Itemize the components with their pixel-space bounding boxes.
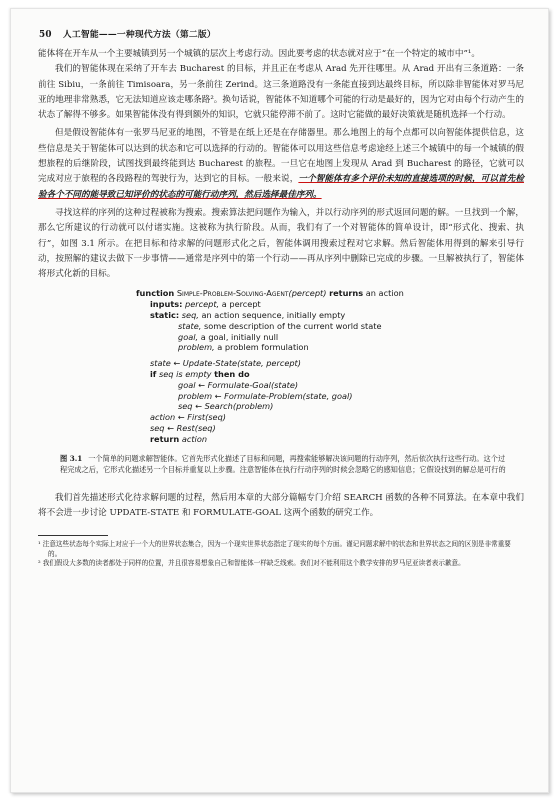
paragraph-3: [38, 126, 524, 202]
footnote-1: ¹ 注意这些状态每个实际上对应于一个大的世界状态集合，因为一个现实世界状态指定了现实的每个方面。谨记问题求解中的状态和世界状态之间的区别是非常重要的。: [38, 540, 511, 558]
page-body: [38, 47, 524, 569]
code-line-2: inputs: percept, a percept: [150, 299, 261, 310]
code-line-1: function Simple-Problem-Solving-Agent(percept) returns an action: [136, 288, 404, 299]
code-line-14: return action: [150, 433, 208, 444]
paragraph-1: 能体将在开车从一个主要城镇到另一个城镇的层次上考虑行动。因此要考虑的状态就对应于“在一个特定的城市中”¹。: [38, 49, 480, 59]
code-line-12: action ← First(seq): [150, 412, 226, 423]
footnote-rule: [38, 535, 108, 536]
code-line-6: problem, a problem formulation: [178, 342, 309, 353]
code-line-3: static: seq, an action sequence, initially empty: [150, 310, 346, 321]
code-line-5: goal, a goal, initially null: [178, 331, 279, 342]
paragraph-5: 我们首先描述形式化待求解问题的过程，然后用本章的大部分篇幅专门介绍 SEARCH 函数的各种不同算法。在本章中我们将不会进一步讨论 UPDATE-STATE 和 FORMULATE-GOAL 这两个函数的研究工作。: [38, 492, 524, 518]
code-line-7: state ← Update-State(state, percept): [150, 358, 301, 369]
figure-label: 图 3.1: [60, 453, 83, 463]
figure-caption-text: 一个简单的问题求解智能体。它首先形式化描述了目标和问题，再搜索能够解决该问题的行动序列，然后依次执行这些行动。这个过程完成之后，它形式化描述另一个目标并重复以上步骤。注意智能体在执行行动序列的时候会忽略它的感知信息；它假设找到的解总是可行的: [60, 453, 506, 474]
function-name: Simple-Problem-Solving-Agent: [176, 288, 289, 299]
book-page: [10, 8, 549, 793]
code-line-9: goal ← Formulate-Goal(state): [178, 379, 299, 390]
page-header: [39, 27, 520, 40]
footnote-2: ² 我们假设大多数的读者都处于同样的位置，并且很容易想象自己和智能体一样缺乏线索。我们对不能利用这个教学安排的罗马尼亚读者表示歉意。: [38, 559, 465, 568]
paragraph-4: 寻找这样的序列的这种过程被称为搜索。搜索算法把问题作为输入，并以行动序列的形式返回问题的解。一旦找到一个解，那么它所建议的行动就可以付诸实施。这被称为执行阶段。从而，我们有了一个对智能体的简单设计，即“形式化、搜索、执行”，如图 3.1 所示。在把目标和待求解的问题形式化之后，智能体调用搜索过程对它求解。然后智能体用得到的解来引导行动，按照解的建议去做下一步事情——通常是序列中的第一个行动——再从序列中删除已完成的步骤。一旦解被执行了，智能体将形式化新的目标。: [38, 207, 524, 280]
running-title: 人工智能——一种现代方法（第二版）: [62, 30, 216, 40]
code-line-13: seq ← Rest(seq): [150, 423, 216, 434]
page-number: 50: [39, 30, 52, 40]
paragraph-2: 我们的智能体现在采纳了开车去 Bucharest 的目标，并且正在考虑从 Arad 先开往哪里。从 Arad 开出有三条道路：一条前往 Sibiu，一条前往 Timisoara，另一条前往 Zerind。这三条道路没有一条能直接到达最终目标，所以除非智能体对罗马尼亚的地理非常熟悉，它无法知道应该走哪条路²。换句话说，智能体不知道哪个可能的行动是最好的，因为它对由每个行动产生的状态了解得不够多。如果智能体没有得到额外的知识，它就只能停滞不前了。这时它能做的最好决策就是随机选择一个行动。: [38, 64, 524, 121]
footnotes: [38, 540, 524, 569]
figure-caption: [60, 453, 512, 475]
code-line-8: if seq is empty then do: [150, 369, 250, 380]
highlighted-passage: 一个智能体有多个评价未知的直接选项的时候，可以首先检验各个不同的能导致已知评价的状态的可能行动序列，然后选择最佳序列。: [38, 174, 524, 200]
algorithm-figure: [136, 288, 524, 444]
code-line-10: problem ← Formulate-Problem(state, goal): [178, 390, 353, 401]
code-line-11: seq ← Search(problem): [178, 401, 274, 412]
paragraph-3-text: 但是假设智能体有一张罗马尼亚的地图，不管是在纸上还是在存储器里。那么地图上的每个点都可以向智能体提供信息，这些信息是关于智能体可以达到的状态和它可以选择的行动的。智能体可以用这些信息考虑途经上述三个城镇中的每一个城镇的假想旅程的后继阶段，试图找到最终能到达 Bucharest 的旅程。一旦它在地图上发现从 Arad 到 Bucharest 的路径，它就可以完成对应于旅程的各段路程的驾驶行为，达到它的目标。一般来说，: [38, 128, 524, 185]
code-line-4: state, some description of the current world state: [178, 320, 382, 331]
